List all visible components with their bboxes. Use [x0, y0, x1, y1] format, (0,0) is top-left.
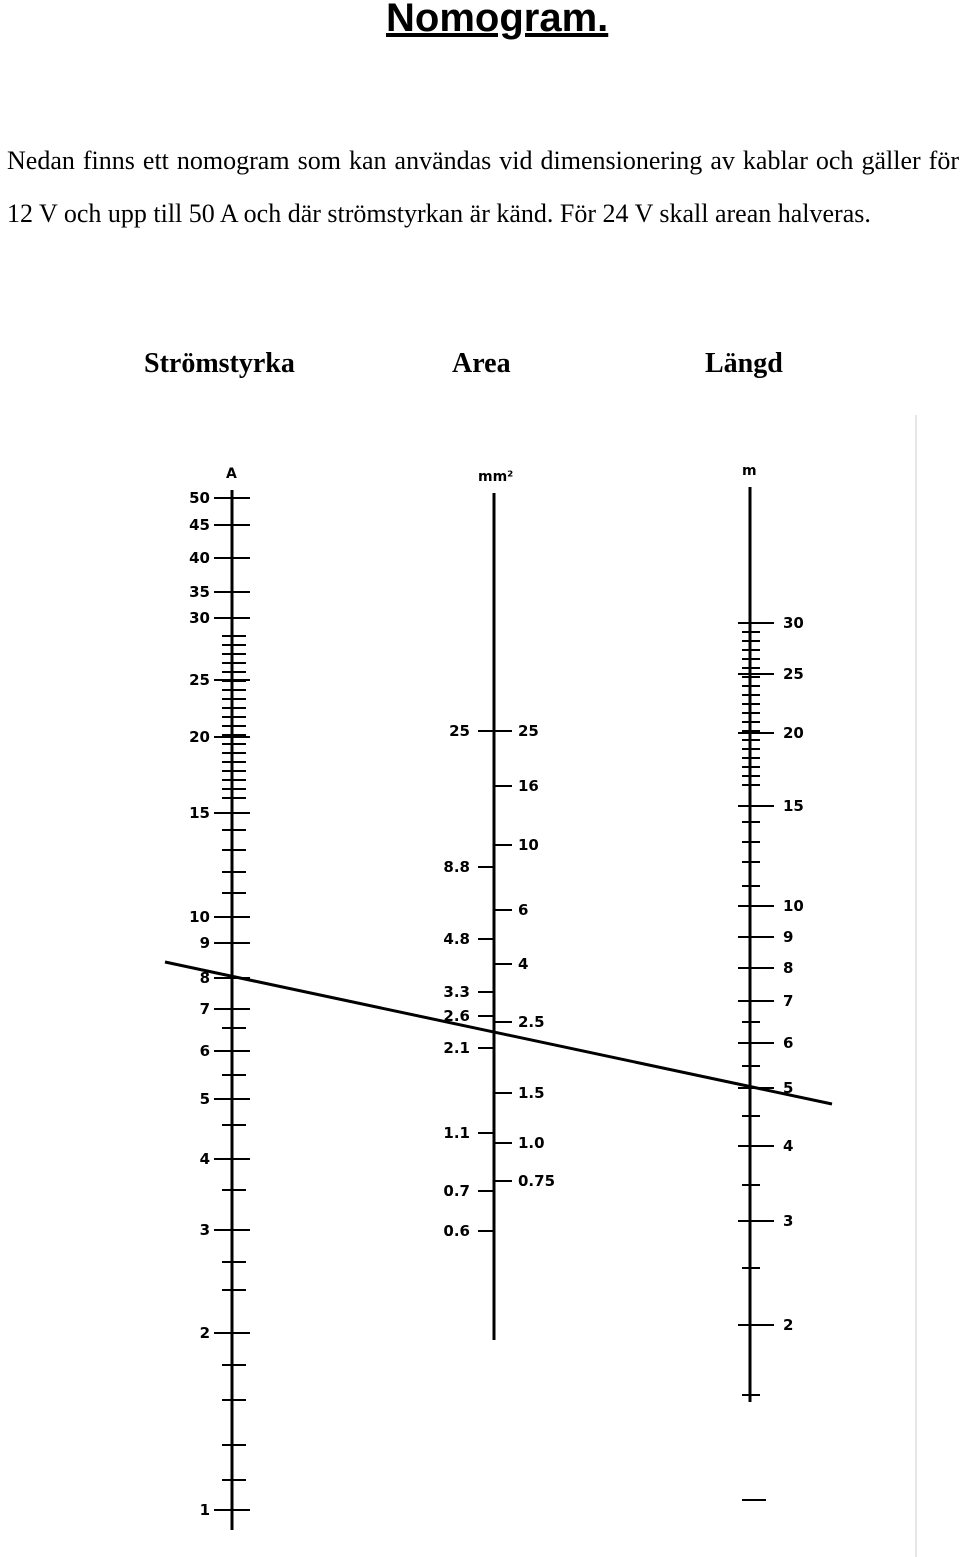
- current-tick-label: 2: [199, 1324, 210, 1342]
- area-right-label: 25: [518, 722, 539, 740]
- area-left-label: 2.1: [443, 1039, 470, 1057]
- heading-length: Längd: [705, 348, 783, 379]
- area-scale: [443, 469, 555, 1340]
- area-left-label: 1.1: [443, 1124, 470, 1142]
- length-tick-label: 4: [783, 1137, 794, 1155]
- current-tick-label: 50: [189, 489, 210, 507]
- area-right-label: 1.5: [518, 1084, 545, 1102]
- length-tick-label: 6: [783, 1034, 794, 1052]
- intro-paragraph: Nedan finns ett nomogram som kan användas vid dimensionering av kablar och gäller för 12 V och upp till 50 A och där strömstyrkan är känd. För 24 V skall arean halveras.: [7, 146, 959, 228]
- current-tick-label: 30: [189, 609, 210, 627]
- area-left-label: 3.3: [443, 983, 470, 1001]
- current-tick-label: 40: [189, 549, 210, 567]
- length-tick-label: 30: [783, 614, 804, 632]
- area-left-label: 2.6: [443, 1007, 470, 1025]
- area-right-label: 0.75: [518, 1172, 556, 1190]
- area-left-label: 0.7: [443, 1182, 470, 1200]
- length-tick-label: 3: [783, 1212, 794, 1230]
- area-unit: mm²: [478, 469, 514, 485]
- example-line: [165, 962, 832, 1104]
- current-unit: A: [226, 466, 237, 482]
- area-left-label: 8.8: [443, 858, 470, 876]
- length-tick-label: 7: [783, 992, 794, 1010]
- area-right-label: 16: [518, 777, 539, 795]
- area-right-label: 1.0: [518, 1134, 545, 1152]
- area-left-label: 0.6: [443, 1222, 470, 1240]
- current-tick-label: 6: [199, 1042, 210, 1060]
- length-tick-label: 20: [783, 724, 804, 742]
- area-right-label: 10: [518, 836, 539, 854]
- current-tick-label: 25: [189, 671, 210, 689]
- length-tick-label: 5: [783, 1079, 794, 1097]
- heading-area: Area: [452, 348, 511, 379]
- area-right-label: 2.5: [518, 1013, 545, 1031]
- current-tick-label: 4: [199, 1150, 210, 1168]
- current-tick-label: 45: [189, 516, 210, 534]
- area-right-label: 6: [518, 901, 529, 919]
- current-tick-label: 7: [199, 1000, 210, 1018]
- length-tick-label: 25: [783, 665, 804, 683]
- current-tick-label: 5: [199, 1090, 210, 1108]
- current-tick-label: 9: [199, 934, 210, 952]
- current-tick-label: 35: [189, 583, 210, 601]
- current-tick-label: 1: [199, 1501, 210, 1519]
- current-scale: [189, 466, 250, 1530]
- area-left-label: 25: [449, 722, 470, 740]
- length-tick-label: 2: [783, 1316, 794, 1334]
- length-unit: m: [742, 463, 757, 479]
- length-tick-label: 10: [783, 897, 804, 915]
- area-right-label: 4: [518, 955, 529, 973]
- current-tick-label: 10: [189, 908, 210, 926]
- length-tick-label: 8: [783, 959, 794, 977]
- length-scale: [738, 463, 804, 1500]
- current-tick-label: 15: [189, 804, 210, 822]
- length-tick-label: 15: [783, 797, 804, 815]
- area-left-label: 4.8: [443, 930, 470, 948]
- length-tick-label: 9: [783, 928, 794, 946]
- current-tick-label: 20: [189, 728, 210, 746]
- page-title: Nomogram.: [386, 0, 609, 40]
- current-tick-label: 8: [199, 969, 210, 987]
- current-tick-label: 3: [199, 1221, 210, 1239]
- heading-current: Strömstyrka: [144, 348, 295, 379]
